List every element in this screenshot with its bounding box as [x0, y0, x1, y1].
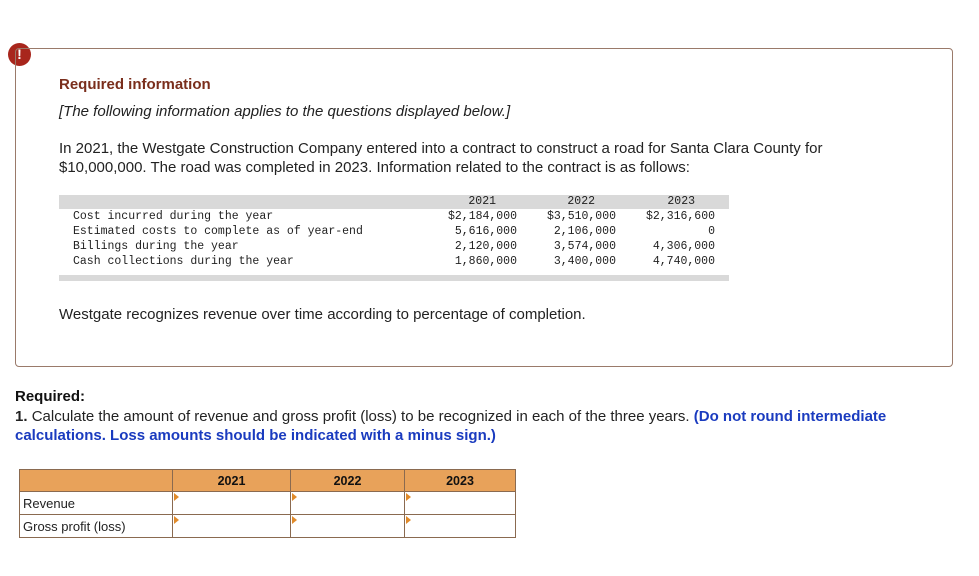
row-label: Cash collections during the year: [73, 255, 294, 268]
info-note: [The following information applies to the questions displayed below.]: [59, 103, 511, 120]
question-text: [15, 407, 955, 445]
col-header-2023: 2023: [405, 470, 516, 492]
cell-value: $2,184,000: [447, 210, 517, 223]
table-row: [59, 254, 729, 269]
alert-icon: !: [8, 43, 31, 66]
table-row: [59, 209, 729, 224]
col-header-2021: 2021: [173, 470, 291, 492]
revenue-2022-input[interactable]: [291, 495, 404, 512]
revenue-2022-cell: [291, 492, 405, 515]
flag-icon: [406, 516, 411, 524]
answer-table: [19, 469, 516, 538]
revenue-2023-cell: [405, 492, 516, 515]
table-row: [20, 515, 516, 538]
header-blank: [20, 470, 173, 492]
cell-value: $3,510,000: [546, 210, 616, 223]
row-label: Cost incurred during the year: [73, 210, 274, 223]
year-header-2023: 2023: [667, 195, 695, 208]
question-number: 1.: [15, 408, 28, 425]
cell-value: 2,106,000: [553, 225, 616, 238]
table-row: [59, 224, 729, 239]
gross-profit-2023-input[interactable]: [405, 518, 515, 535]
info-footer: Westgate recognizes revenue over time according to percentage of completion.: [59, 306, 586, 323]
year-header-2022: 2022: [567, 195, 595, 208]
revenue-2021-input[interactable]: [173, 495, 290, 512]
gross-profit-2022-cell: [291, 515, 405, 538]
table-row: [20, 492, 516, 515]
contract-data-table: [59, 195, 729, 281]
year-header-2021: 2021: [468, 195, 496, 208]
table-footer-bar: [59, 275, 729, 281]
gross-profit-2021-input[interactable]: [173, 518, 290, 535]
required-information-panel: [15, 48, 953, 367]
flag-icon: [292, 516, 297, 524]
cell-value: 4,740,000: [652, 255, 715, 268]
answer-header-row: [20, 470, 516, 492]
row-label-gross-profit: Gross profit (loss): [20, 515, 173, 538]
flag-icon: [406, 493, 411, 501]
cell-value: 2,120,000: [454, 240, 517, 253]
info-title: Required information: [59, 76, 211, 93]
gross-profit-2022-input[interactable]: [291, 518, 404, 535]
revenue-2021-cell: [173, 492, 291, 515]
info-paragraph: In 2021, the Westgate Construction Company entered into a contract to construct a road for Santa Clara County for $10,000,000. The road was completed in 2023. Information related to the contract is as follows:: [59, 140, 823, 176]
question-instruction: (Do not round intermediate calculations. Loss amounts should be indicated with a minus sign.): [15, 408, 887, 444]
cell-value: $2,316,600: [645, 210, 715, 223]
cell-value: 1,860,000: [454, 255, 517, 268]
flag-icon: [292, 493, 297, 501]
row-label: Estimated costs to complete as of year-end: [73, 225, 363, 238]
required-heading: Required:: [15, 388, 86, 405]
cell-value: 0: [708, 225, 715, 238]
cell-value: 4,306,000: [652, 240, 715, 253]
cell-value: 3,400,000: [553, 255, 616, 268]
table-header: [59, 195, 729, 209]
gross-profit-2023-cell: [405, 515, 516, 538]
col-header-2022: 2022: [291, 470, 405, 492]
revenue-2023-input[interactable]: [405, 495, 515, 512]
flag-icon: [174, 493, 179, 501]
flag-icon: [174, 516, 179, 524]
row-label: Billings during the year: [73, 240, 239, 253]
cell-value: 3,574,000: [553, 240, 616, 253]
question-body: Calculate the amount of revenue and gross profit (loss) to be recognized in each of the three years.: [31, 408, 690, 425]
table-row: [59, 239, 729, 254]
gross-profit-2021-cell: [173, 515, 291, 538]
row-label-revenue: Revenue: [20, 492, 173, 515]
cell-value: 5,616,000: [454, 225, 517, 238]
